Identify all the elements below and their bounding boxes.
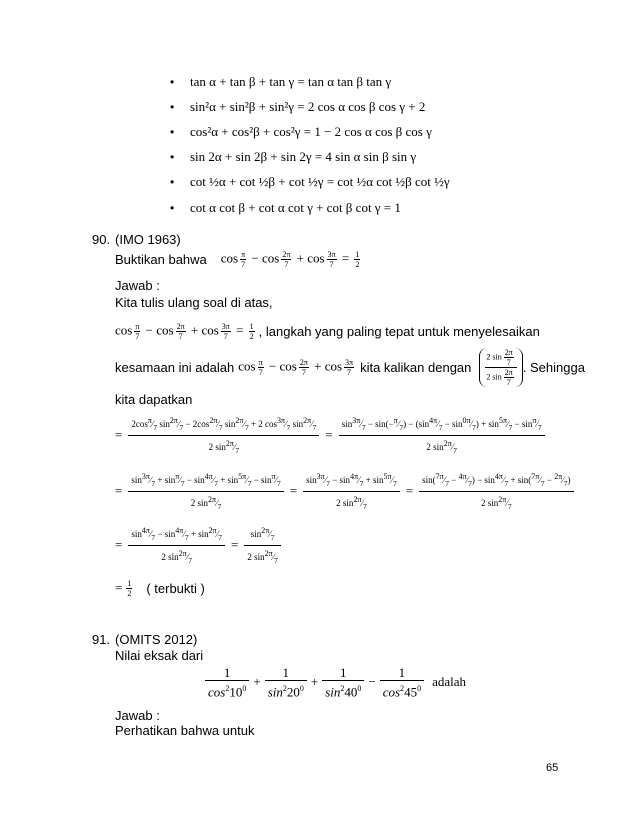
identity-2: sin²α + sin²β + sin²γ = 2 cos α cos β cos γ + 2 xyxy=(190,99,426,114)
problem-90-conclusion: = $\frac{1}{2}$ ( terbukti ) xyxy=(115,578,205,598)
problem-90-line3 xyxy=(115,349,585,385)
line3-suffix: . Sehingga xyxy=(522,359,585,375)
multiplier-fraction: 2 sin $\frac{2\pi}{7}$ 2 sin $\frac{2\pi}{7}$ xyxy=(479,348,522,387)
rewritten-equation: cos $\frac{\pi}{7}$ − cos $\frac{2\pi}{7}$ + cos $\frac{3\pi}{7}$ = $\frac{1}{2}$ xyxy=(115,321,254,341)
problem-91-prompt: Nilai eksak dari xyxy=(115,648,204,663)
problem-91-number: 91. xyxy=(92,632,111,647)
identity-3: cos²α + cos²β + cos²γ = 1 − 2 cos α cos β cos γ xyxy=(190,124,432,139)
derivation-step-3: = $\frac{\sin^{4\pi}⁄_7 - \sin^{4\pi}⁄_7 + \sin^{2\pi}⁄_7}{2 \sin^{2\pi}⁄_7}$ = $\frac{\sin^{2\pi}⁄_7}{2 \sin^{2\pi}⁄_7}$ xyxy=(115,528,281,562)
identity-1: tan α + tan β + tan γ = tan α tan β tan γ xyxy=(190,74,392,89)
line3-mid: kita kalikan dengan xyxy=(360,359,472,375)
line2-text: , langkah yang paling tepat untuk menyelesaikan xyxy=(258,323,540,339)
problem-90-equation: cos $\frac{\pi}{7}$ − cos $\frac{2\pi}{7}$ + cos $\frac{3\pi}{7}$ = $\frac{1}{2}$ xyxy=(220,249,360,269)
identity-6: cot α cot β + cot α cot γ + cot β cot γ = 1 xyxy=(190,200,401,215)
problem-91-line1: Perhatikan bahwa untuk xyxy=(115,723,255,738)
problem-90-source: (IMO 1963) xyxy=(115,232,181,247)
identity-5: cot ½α + cot ½β + cot ½γ = cot ½α cot ½β cot ½γ xyxy=(190,174,450,189)
adalah-text: adalah xyxy=(432,674,466,689)
derivation-step-1: = $\frac{2\cos^\pi⁄_7 \sin^{2\pi}⁄_7 - 2\cos^{2\pi}⁄_7 \sin^{2\pi}⁄_7 + 2 \cos^{3\pi}⁄_7 \sin^{2\pi}⁄_7}{2 \sin^{2\pi}⁄_7}$ = $\frac{\sin^{3\pi}⁄_7 - \sin(-^\pi⁄_7) - (\sin^{4\pi}⁄_7 - \sin^{0\pi}⁄_7) + \sin^{5\pi}⁄_7 - \sin^\pi⁄_7}{2 \sin^{2\pi}⁄_7}$ xyxy=(115,418,545,452)
bullet: • xyxy=(170,201,175,215)
derivation-step-2: = $\frac{\sin^{3\pi}⁄_7 + \sin^\pi⁄_7 - \sin^{4\pi}⁄_7 + \sin^{5\pi}⁄_7 - \sin^\pi⁄_7}{2 \sin^{2\pi}⁄_7}$ = $\frac{\sin^{3\pi}⁄_7 - \sin^{4\pi}⁄_7 + \sin^{5\pi}⁄_7}{2 \sin^{2\pi}⁄_7}$ = $\frac{\sin(^{7\pi}⁄_7 - ^{4\pi}⁄_7) - \sin^{4\pi}⁄_7 + \sin(^{7\pi}⁄_7 - ^{2\pi}⁄_7)}{2 \sin^{2\pi}⁄_7}$ xyxy=(115,474,574,508)
conclusion-text: ( terbukti ) xyxy=(146,580,205,596)
bullet: • xyxy=(170,100,175,114)
line3-prefix: kesamaan ini adalah xyxy=(115,359,235,375)
identity-4: sin 2α + sin 2β + sin 2γ = 4 sin α sin β sin γ xyxy=(190,149,417,164)
problem-90-prompt: Buktikan bahwa xyxy=(115,251,207,267)
bullet: • xyxy=(170,125,175,139)
bullet: • xyxy=(170,75,175,89)
page-number: 65 xyxy=(546,762,559,774)
bullet: • xyxy=(170,150,175,164)
bullet: • xyxy=(170,175,175,189)
problem-91-expression: 1 $\cos^210^0$ + $\frac{1}{\sin^220^0}$ + $\frac{1}{\sin^240^0}$ − $\frac{1}{\cos^245^0}$ adalah xyxy=(205,662,466,702)
problem-90-line1: Kita tulis ulang soal di atas, xyxy=(115,295,273,310)
problem-90-answer-label: Jawab : xyxy=(115,278,160,293)
problem-90-line2 xyxy=(115,318,540,344)
problem-90-number: 90. xyxy=(92,232,111,247)
problem-90-line4: kita dapatkan xyxy=(115,392,193,407)
line3-equation: cos $\frac{\pi}{7}$ − cos $\frac{2\pi}{7}$ + cos $\frac{3\pi}{7}$ xyxy=(238,357,354,377)
problem-91-answer-label: Jawab : xyxy=(115,708,160,723)
problem-90-statement xyxy=(115,246,362,272)
problem-91-source: (OMITS 2012) xyxy=(115,632,198,647)
